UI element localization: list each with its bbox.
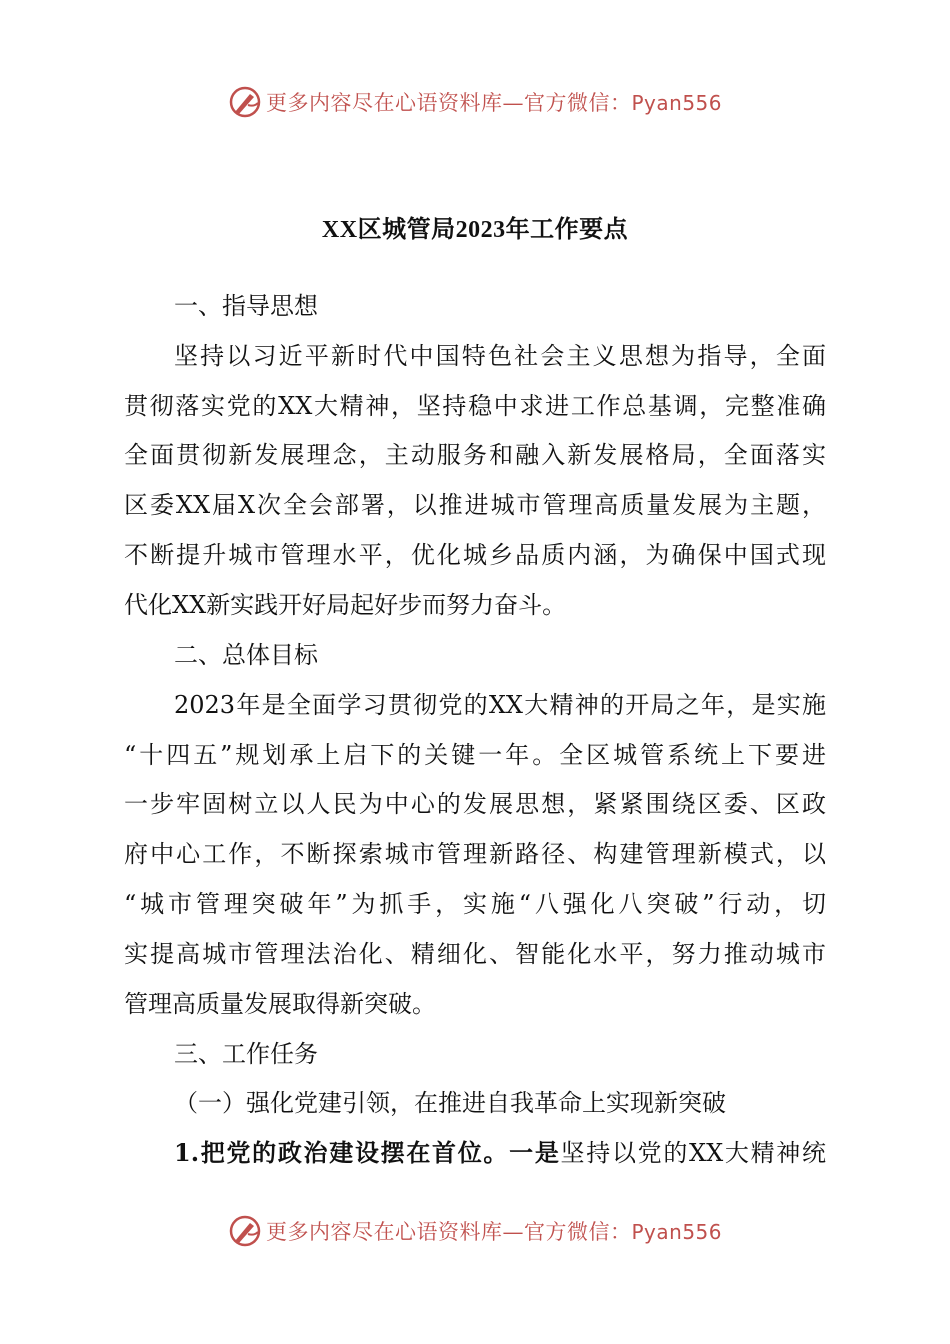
section-heading: 二、总体目标 — [174, 641, 318, 669]
paragraph-line: 贯彻落实党的XX大精神，坚持稳中求进工作总基调，完整准确 — [124, 392, 826, 420]
paragraph-line: 实提高城市管理法治化、精细化、智能化水平，努力推动城市 — [124, 940, 826, 968]
pen-logo-icon — [228, 1214, 262, 1248]
paragraph-line: “城市管理突破年”为抓手，实施“八强化八突破”行动，切 — [124, 890, 826, 918]
paragraph-line: 全面贯彻新发展理念，主动服务和融入新发展格局，全面落实 — [124, 441, 826, 469]
watermark-text: 更多内容尽在心语资料库—官方微信：Pyan556 — [265, 91, 722, 115]
paragraph-line: 2023年是全面学习贯彻党的XX大精神的开局之年，是实施 — [174, 691, 826, 719]
paragraph-line: 府中心工作，不断探索城市管理新路径、构建管理新模式，以 — [124, 840, 826, 868]
paragraph-line: 一步牢固树立以人民为中心的发展思想，紧紧围绕区委、区政 — [124, 790, 826, 818]
document-title: XX区城管局2023年工作要点 — [321, 217, 629, 243]
watermark-account: Pyan556 — [631, 91, 722, 115]
paragraph-line: 代化XX新实践开好局起好步而努力奋斗。 — [124, 591, 567, 619]
paragraph-line: 不断提升城市管理水平，优化城乡品质内涵，为确保中国式现 — [124, 541, 826, 569]
paragraph-line — [174, 1138, 826, 1168]
paragraph-line: 坚持以习近平新时代中国特色社会主义思想为指导，全面 — [174, 342, 826, 370]
watermark-banner-bottom — [0, 1211, 950, 1251]
watermark-account: Pyan556 — [631, 1220, 722, 1244]
paragraph-line: 管理高质量发展取得新突破。 — [124, 990, 436, 1018]
paragraph-line: 区委XX届X次全会部署，以推进城市管理高质量发展为主题， — [124, 491, 826, 519]
watermark-text: 更多内容尽在心语资料库—官方微信：Pyan556 — [265, 1220, 722, 1244]
paragraph-line: “十四五”规划承上启下的关键一年。全区城管系统上下要进 — [124, 741, 826, 769]
subsection-heading: （一）强化党建引领，在推进自我革命上实现新突破 — [174, 1089, 726, 1117]
pen-logo-icon — [228, 85, 262, 119]
section-heading: 一、指导思想 — [174, 292, 318, 320]
item-text: 坚持以党的XX大精神统 — [560, 1139, 826, 1167]
item-lead-bold: 1.把党的政治建设摆在首位。一是 — [174, 1138, 561, 1167]
watermark-banner-top — [0, 82, 950, 122]
section-heading: 三、工作任务 — [174, 1040, 318, 1068]
